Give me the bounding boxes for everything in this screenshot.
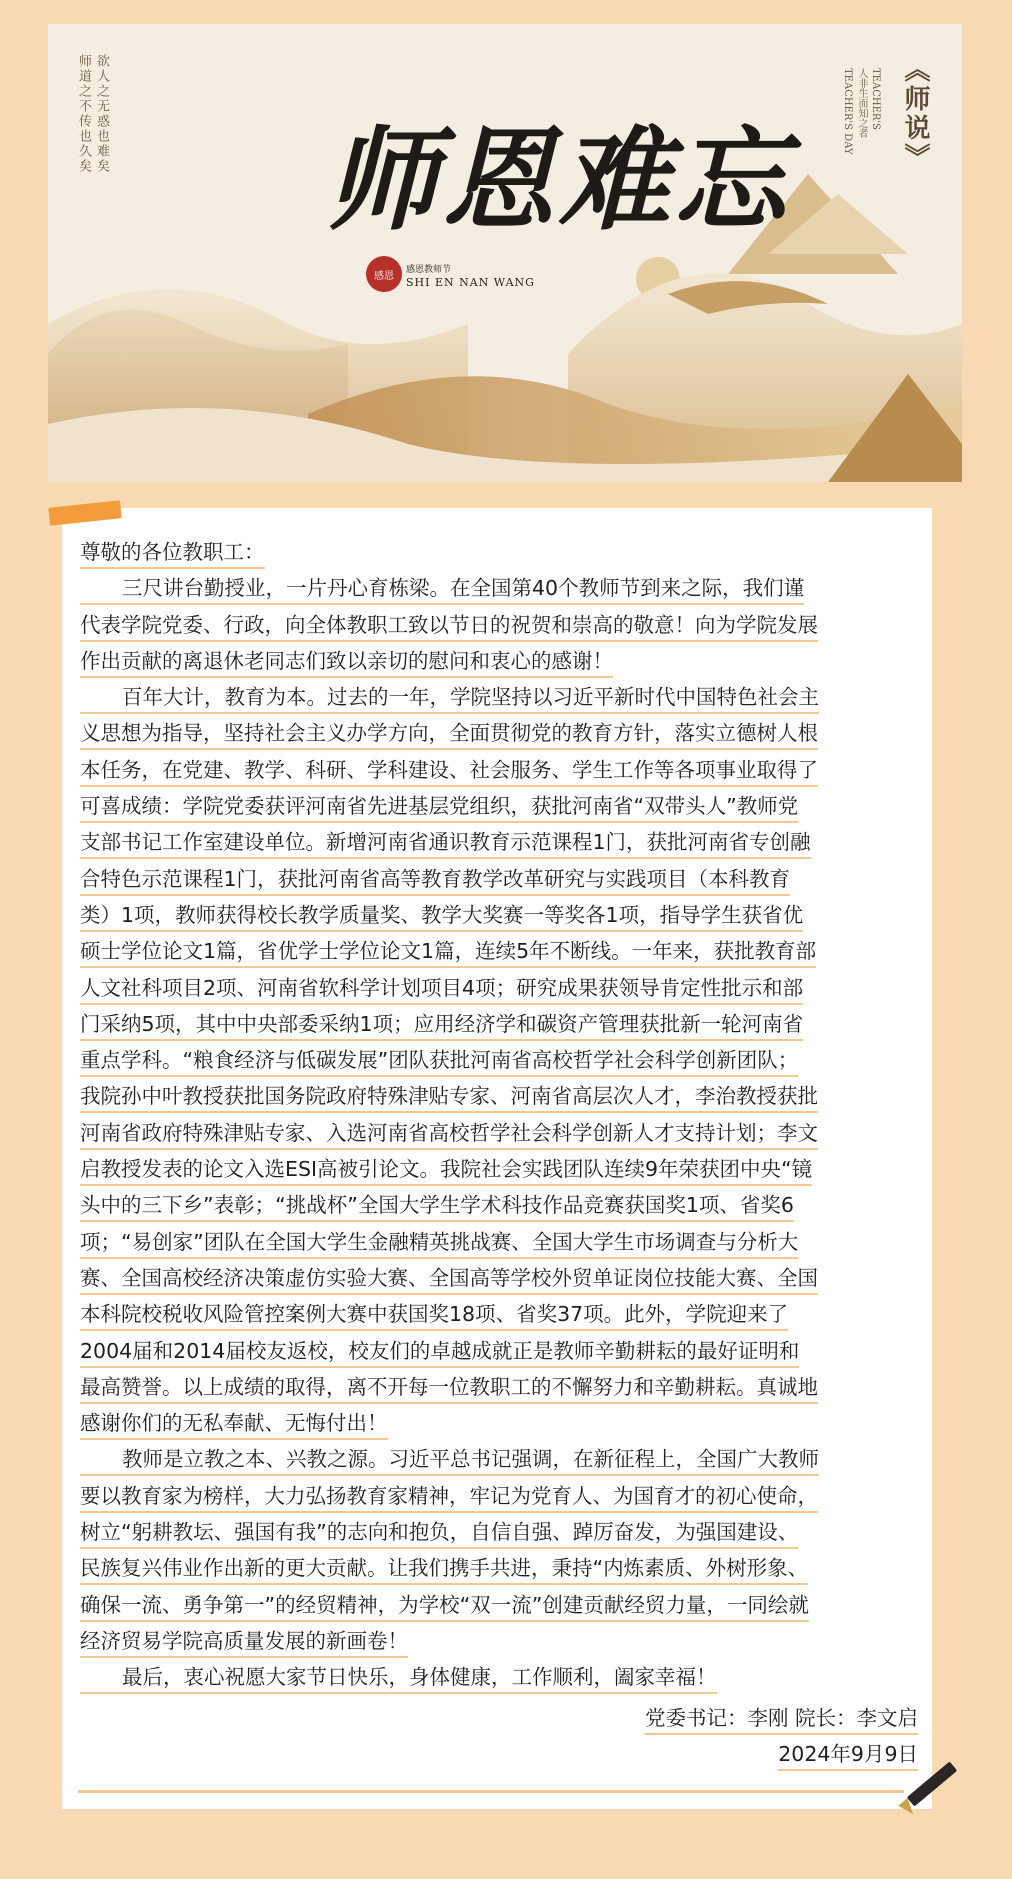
letter-line: 我院孙中叶教授获批国务院政府特殊津贴专家、河南省高层次人才，李治教授获批 (80, 1078, 818, 1114)
mountain-illustration (48, 24, 962, 482)
banner (48, 24, 962, 482)
letter-line: 本科院校税收风险管控案例大赛中获国奖18项、省奖37项。此外，学院迎来了 (80, 1296, 788, 1332)
side-cn: 人非生而知之者 (856, 68, 867, 138)
letter-line: 重点学科。“粮食经济与低碳发展”团队获批河南省高校哲学社会科学创新团队； (80, 1042, 798, 1078)
letter-line: 代表学院党委、行政，向全体教职工致以节日的祝贺和崇高的敬意！向为学院发展 (80, 607, 818, 643)
bottom-rule (78, 1790, 904, 1793)
banner-book-title (897, 56, 934, 172)
letter-line: 百年大计，教育为本。过去的一年，学院坚持以习近平新时代中国特色社会主 (80, 679, 819, 715)
poem-line-2: 师道之不传也久矣 (76, 54, 91, 174)
letter-line: 河南省政府特殊津贴专家、入选河南省高校哲学社会科学创新人才支持计划；李文 (80, 1115, 818, 1151)
banner-side-text (840, 68, 882, 155)
letter-line: 经济贸易学院高质量发展的新画卷！ (80, 1623, 408, 1659)
book-title: 《师说》 (900, 56, 930, 172)
side-en-1: TEACHER'S (870, 68, 881, 130)
letter-line: 项；“易创家”团队在全国大学生金融精英挑战赛、全国大学生市场调查与分析大 (80, 1224, 798, 1260)
paragraph-3 (80, 1441, 920, 1659)
letter-line: 人文社科项目2项、河南省软科学计划项目4项；研究成果获领导肯定性批示和部 (80, 970, 803, 1006)
paragraph-4 (80, 1659, 920, 1695)
poem-line-1: 欲人之无惑也难矣 (94, 54, 109, 174)
side-en-2: TEACHER'S DAY (842, 68, 853, 155)
signers: 党委书记：李刚 院长：李文启 (645, 1700, 918, 1736)
letter-date: 2024年9月9日 (778, 1736, 918, 1772)
letter-line: 赛、全国高校经济决策虚仿实验大赛、全国高等学校外贸单证岗位技能大赛、全国 (80, 1260, 818, 1296)
letter-line: 最高赞誉。以上成绩的取得，离不开每一位教职工的不懈努力和辛勤耕耘。真诚地 (80, 1369, 818, 1405)
letter-line: 支部书记工作室建设单位。新增河南省通识教育示范课程1门，获批河南省专创融 (80, 824, 811, 860)
letter-line: 确保一流、勇争第一”的经贸精神，为学校“双一流”创建贡献经贸力量，一同绘就 (80, 1587, 809, 1623)
red-seal: 感恩 (366, 256, 402, 292)
letter-line: 2004届和2014届校友返校，校友们的卓越成就正是教师辛勤耕耘的最好证明和 (80, 1333, 799, 1369)
greeting: 尊敬的各位教职工： (80, 534, 265, 570)
letter-line: 义思想为指导，坚持社会主义办学方向，全面贯彻党的教育方针，落实立德树人根 (80, 715, 818, 751)
banner-title: 师恩难忘 (326, 115, 790, 246)
letter-line: 类）1项，教师获得校长教学质量奖、教学大奖赛一等奖各1项，指导学生获省优 (80, 897, 803, 933)
letter-line: 硕士学位论文1篇，省优学士学位论文1篇，连续5年不断线。一年来，获批教育部 (80, 933, 816, 969)
letter-line: 最后，衷心祝愿大家节日快乐，身体健康，工作顺利，阖家幸福！ (80, 1659, 717, 1695)
letter-line: 本任务，在党建、教学、科研、学科建设、社会服务、学生工作等各项事业取得了 (80, 752, 818, 788)
letter-line: 合特色示范课程1门，获批河南省高等教育教学改革研究与实践项目（本科教育 (80, 861, 790, 897)
letter-line: 头中的三下乡”表彰；“挑战杯”全国大学生学术科技作品竞赛获国奖1项、省奖6 (80, 1187, 794, 1223)
banner-poem (74, 54, 110, 174)
paragraph-2 (80, 679, 920, 1441)
letter-line: 要以教育家为榜样，大力弘扬教育家精神，牢记为党育人、为国育才的初心使命， (80, 1478, 818, 1514)
letter-line: 三尺讲台勤授业，一片丹心育栋梁。在全国第40个教师节到来之际，我们谨 (80, 570, 804, 606)
banner-subtitle: 感恩教师节 (406, 265, 452, 275)
letter-line: 树立“躬耕教坛、强国有我”的志向和抱负，自信自强、踔厉奋发，为强国建设、 (80, 1514, 798, 1550)
signature-block (645, 1700, 918, 1772)
letter-body (80, 534, 920, 1696)
letter-line: 启教授发表的论文入选ESI高被引论文。我院社会实践团队连续9年荣获团中央“镜 (80, 1151, 812, 1187)
letter-line: 可喜成绩：学院党委获评河南省先进基层党组织，获批河南省“双带头人”教师党 (80, 788, 798, 824)
letter-line: 教师是立教之本、兴教之源。习近平总书记强调，在新征程上，全国广大教师 (80, 1441, 819, 1477)
letter-line: 门采纳5项，其中中央部委采纳1项；应用经济学和碳资产管理获批新一轮河南省 (80, 1006, 803, 1042)
letter-line: 作出贡献的离退休老同志们致以亲切的慰问和衷心的感谢！ (80, 643, 613, 679)
letter-line: 感谢你们的无私奉献、无悔付出！ (80, 1405, 388, 1441)
letter-line: 民族复兴伟业作出新的更大贡献。让我们携手共进，秉持“内炼素质、外树形象、 (80, 1550, 808, 1586)
banner-pinyin: SHI EN NAN WANG (406, 276, 535, 289)
paragraph-1 (80, 570, 920, 679)
